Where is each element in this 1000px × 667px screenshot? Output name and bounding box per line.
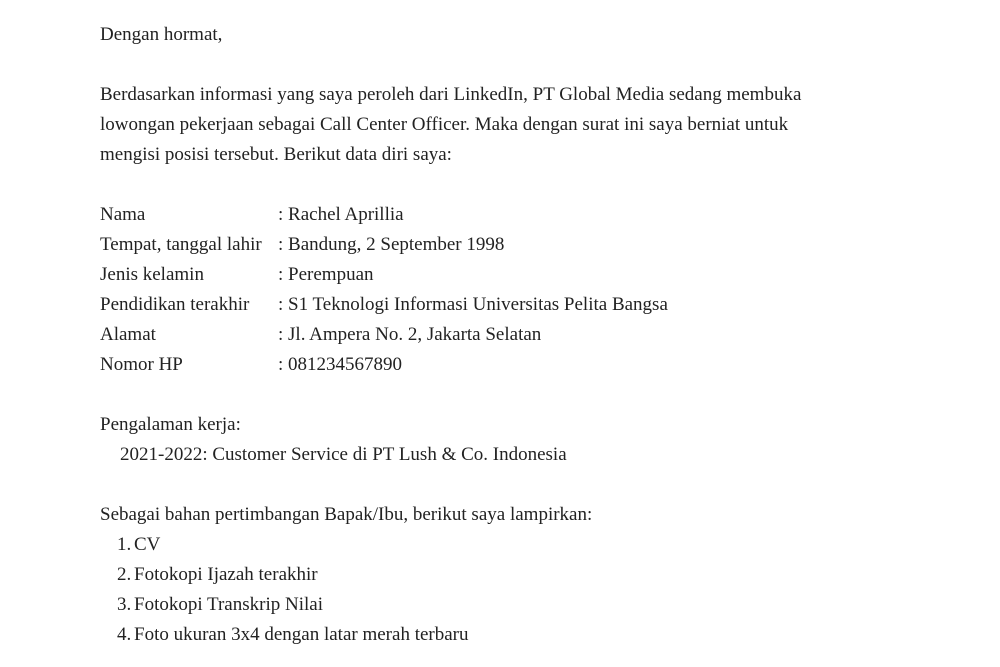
intro-line: Berdasarkan informasi yang saya peroleh dari LinkedIn, PT Global Media sedang membuka: [100, 84, 802, 105]
list-item: [100, 530, 960, 560]
field-alamat: [100, 320, 960, 350]
list-text: Foto ukuran 3x4 dengan latar merah terbaru: [134, 624, 469, 645]
attachments-list: [100, 530, 960, 650]
field-value: : Perempuan: [278, 264, 374, 285]
spacer: [100, 170, 960, 200]
spacer: [100, 50, 960, 80]
field-value: : Jl. Ampera No. 2, Jakarta Selatan: [278, 324, 542, 345]
field-label: Nama: [100, 204, 146, 225]
spacer: [100, 380, 960, 410]
list-item: [100, 590, 960, 620]
intro-paragraph: [100, 80, 960, 170]
list-number: 3.: [117, 594, 132, 615]
list-item: [100, 620, 960, 650]
field-tempat-tanggal-lahir: [100, 230, 960, 260]
field-value: : Bandung, 2 September 1998: [278, 234, 505, 255]
list-item: [100, 560, 960, 590]
field-label: Alamat: [100, 324, 156, 345]
field-pendidikan-terakhir: [100, 290, 960, 320]
list-text: CV: [134, 534, 161, 555]
field-nomor-hp: [100, 350, 960, 380]
greeting: Dengan hormat,: [100, 24, 223, 45]
list-text: Fotokopi Ijazah terakhir: [134, 564, 318, 585]
list-number: 2.: [117, 564, 132, 585]
spacer: [100, 470, 960, 500]
list-text: Fotokopi Transkrip Nilai: [134, 594, 323, 615]
field-label: Jenis kelamin: [100, 264, 204, 285]
list-number: 1.: [117, 534, 132, 555]
attachments-intro: Sebagai bahan pertimbangan Bapak/Ibu, berikut saya lampirkan:: [100, 504, 593, 525]
field-value: : S1 Teknologi Informasi Universitas Pelita Bangsa: [278, 294, 668, 315]
intro-line: mengisi posisi tersebut. Berikut data diri saya:: [100, 144, 452, 165]
field-label: Pendidikan terakhir: [100, 294, 250, 315]
field-value: : Rachel Aprillia: [278, 204, 404, 225]
field-label: Tempat, tanggal lahir: [100, 234, 262, 255]
field-label: Nomor HP: [100, 354, 183, 375]
field-jenis-kelamin: [100, 260, 960, 290]
intro-line: lowongan pekerjaan sebagai Call Center Officer. Maka dengan surat ini saya berniat untuk: [100, 114, 789, 135]
personal-data-list: [100, 200, 960, 380]
experience-item: 2021-2022: Customer Service di PT Lush & Co. Indonesia: [120, 444, 567, 465]
field-nama: [100, 200, 960, 230]
experience-heading: Pengalaman kerja:: [100, 414, 241, 435]
letter-body: [100, 20, 960, 650]
field-value: : 081234567890: [278, 354, 403, 375]
list-number: 4.: [117, 624, 132, 645]
